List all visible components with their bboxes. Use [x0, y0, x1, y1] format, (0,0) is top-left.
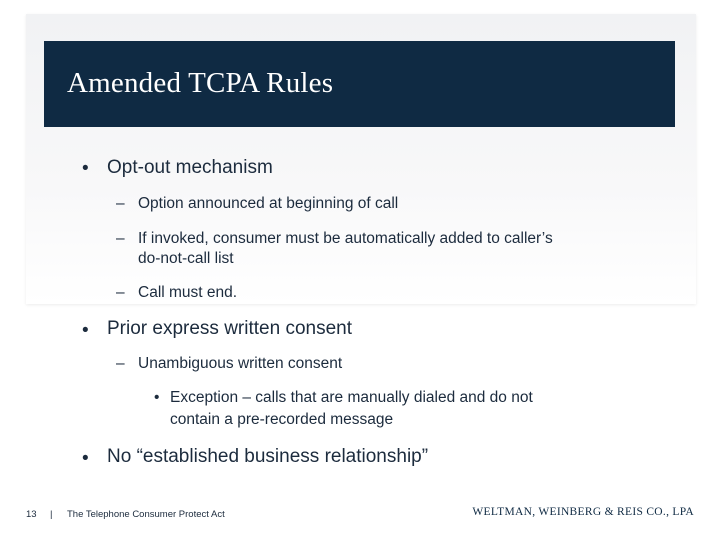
bullet-opt-out-mechanism: Opt-out mechanism — [107, 157, 273, 178]
sub-bullet-if-invoked: If invoked, consumer must be automatically added to caller’s — [138, 230, 553, 247]
dash-marker: – — [116, 195, 125, 212]
sub-sub-bullet-exception-continued: contain a pre-recorded message — [170, 411, 394, 428]
bullet-marker: • — [82, 320, 89, 341]
dash-marker: – — [116, 230, 125, 247]
bullet-marker: • — [82, 158, 89, 179]
bullet-marker: • — [154, 389, 160, 406]
sub-bullet-unambiguous-written-consent: Unambiguous written consent — [138, 355, 343, 372]
bullet-no-established-business-relationship: No “established business relationship” — [107, 446, 429, 467]
sub-sub-bullet-exception: Exception – calls that are manually dialed and do not — [170, 389, 533, 406]
presentation-title: The Telephone Consumer Protect Act — [67, 509, 225, 520]
sub-bullet-option-announced: Option announced at beginning of call — [138, 195, 399, 212]
dash-marker: – — [116, 284, 125, 301]
sub-bullet-call-must-end: Call must end. — [138, 284, 238, 301]
firm-name: WELTMAN, WEINBERG & REIS CO., LPA — [472, 506, 694, 518]
dash-marker: – — [116, 355, 125, 372]
bullet-marker: • — [82, 448, 89, 469]
bullet-prior-express-written-consent: Prior express written consent — [107, 318, 352, 339]
footer-separator: | — [50, 509, 53, 520]
sub-bullet-if-invoked-continued: do-not-call list — [138, 250, 234, 267]
slide-title: Amended TCPA Rules — [67, 67, 334, 99]
page-number: 13 — [26, 509, 37, 520]
